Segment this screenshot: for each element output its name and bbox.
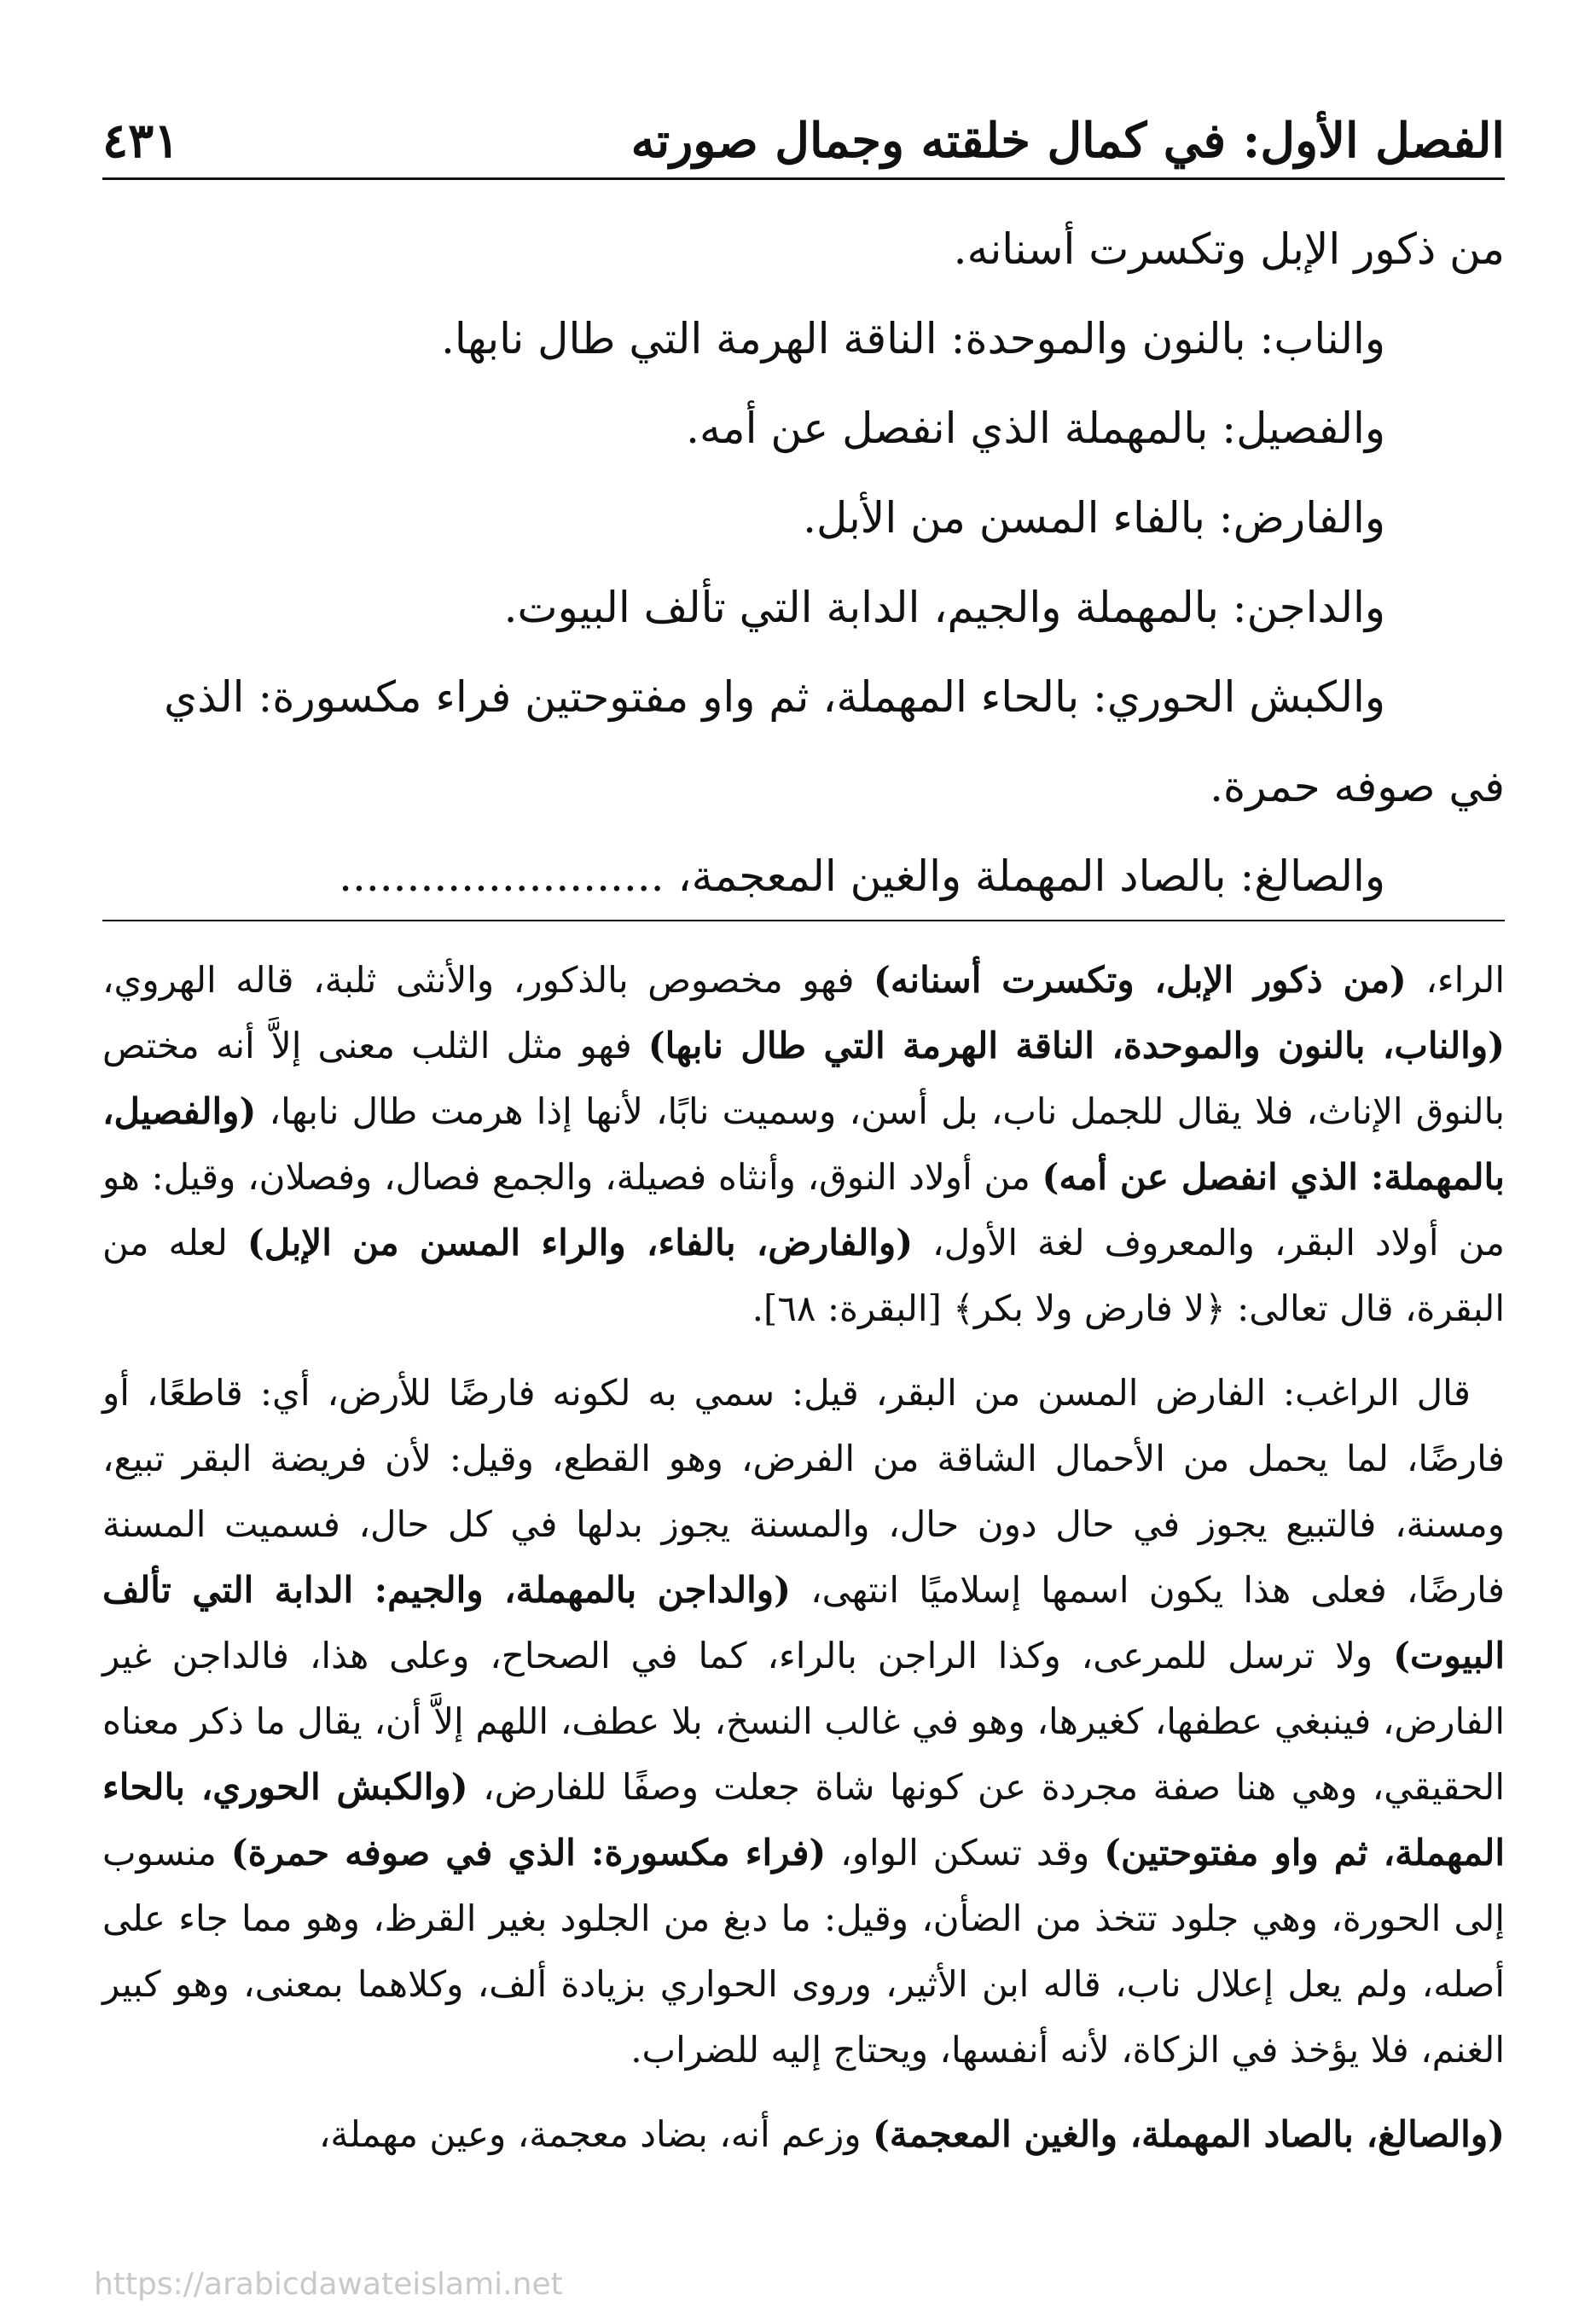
commentary xyxy=(102,947,1505,2186)
quoted-matn: (والفصيل، بالمهملة: الذي انفصل عن أمه) xyxy=(102,1090,1505,1198)
commentary-text: ولا ترسل للمرعى، وكذا الراجن بالراء، كما في الصحاح، وعلى هذا، فالداجن غير الفارض، فينبغي عطفها، كغيرها، وهو في غالب النسخ، بلا عطف، اللهم إلاَّ أن، يقال ما ذكر معناه الحقيقي، وهي هنا صفة مجردة عن كونها شاة جعلت وصفًا للفارض، xyxy=(102,1635,1505,1808)
commentary-text: لعله من البقرة، قال تعالى: ﴿لا فارض ولا بكر﴾ [البقرة: ٦٨]. xyxy=(102,1222,1505,1329)
quoted-matn: (من ذكور الإبل، وتكسرت أسنانه) xyxy=(874,959,1407,1001)
commentary-paragraph xyxy=(102,947,1505,1341)
quoted-matn: (والصالغ، بالصاد المهملة، والغين المعجمة) xyxy=(872,2113,1505,2155)
quoted-matn: (والفارض، بالفاء، والراء المسن من الإبل) xyxy=(247,1222,914,1264)
main-line: والكبش الحوري: بالحاء المهملة، ثم واو مفتوحتين فراء مكسورة: الذي في صوفه حمرة. xyxy=(164,672,1505,811)
commentary-text: وقد تسكن الواو، xyxy=(826,1832,1105,1874)
commentary-text: فهو مخصوص بالذكور، والأنثى ثلبة، قاله الهروي، xyxy=(102,959,874,1001)
commentary-text: وزعم أنه، بضاد معجمة، وعين مهملة، xyxy=(318,2113,873,2155)
quoted-matn: (والكبش الحوري، بالحاء المهملة، ثم واو مفتوحتين) xyxy=(102,1766,1505,1874)
ellipsis-dots: ........................ xyxy=(339,851,665,901)
main-line-text: والصالغ: بالصاد المهملة والغين المعجمة، xyxy=(677,851,1385,901)
header-rule xyxy=(102,177,1505,180)
quoted-matn: (فراء مكسورة: الذي في صوفه حمرة) xyxy=(230,1832,827,1874)
book-page xyxy=(102,0,1505,2324)
running-header xyxy=(102,92,1505,169)
watermark-url: https://arabicdawateislami.net xyxy=(94,2267,563,2302)
main-line: والداجن: بالمهملة والجيم، الدابة التي تألف البيوت. xyxy=(503,583,1385,632)
commentary-text: الراء، xyxy=(1406,959,1505,1001)
main-text xyxy=(102,205,1505,921)
chapter-title: الفصل الأول: في كمال خلقته وجمال صورته xyxy=(630,113,1505,169)
commentary-text: فهو مثل الثلب معنى إلاَّ أنه مختص بالنوق الإناث، فلا يقال للجمل ناب، بل أسن، وسميت نابًا، لأنها إذا هرمت طال نابها، xyxy=(102,1025,1505,1132)
main-line: والفصيل: بالمهملة الذي انفصل عن أمه. xyxy=(686,404,1385,453)
commentary-paragraph xyxy=(102,2101,1505,2167)
footnote-rule xyxy=(102,920,1505,921)
commentary-text: منسوب إلى الحورة، وهي جلود تتخذ من الضأن، وقيل: ما دبغ من الجلود بغير القرظ، وهو مما جاء على أصله، ولم يعل إعلال ناب، قاله ابن الأثير، وروى الحواري بزيادة ألف، وكلاهما بمعنى، وهو كبير الغنم، فلا يؤخذ في الزكاة، لأنه أنفسها، ويحتاج إليه للضراب. xyxy=(102,1832,1505,2071)
quoted-matn: (والناب، بالنون والموحدة، الناقة الهرمة التي طال نابها) xyxy=(647,1025,1505,1066)
main-line: من ذكور الإبل وتكسرت أسنانه. xyxy=(953,224,1505,274)
main-line: والفارض: بالفاء المسن من الأبل. xyxy=(803,493,1385,543)
main-line: والناب: بالنون والموحدة: الناقة الهرمة التي طال نابها. xyxy=(441,314,1385,363)
main-line-last xyxy=(102,832,1505,921)
commentary-text: من أولاد النوق، وأنثاه فصيلة، والجمع فصال، وفصلان، وقيل: هو من أولاد البقر، والمعروف لغة الأول، xyxy=(102,1156,1505,1264)
page-number: ٤٣١ xyxy=(102,113,180,169)
commentary-text: قال الراغب: الفارض المسن من البقر، قيل: سمي به لكونه فارضًا للأرض، أي: قاطعًا، أو فارضًا، لما يحمل من الأحمال الشاقة من الفرض، وهو القطع، وقيل: لأن فريضة البقر تبيع، ومسنة، فالتبيع يجوز في حال دون حال، والمسنة يجوز بدلها في كل حال، فسميت المسنة فارضًا، فعلى هذا يكون اسمها إسلاميًا انتهى، xyxy=(102,1372,1505,1611)
quoted-matn: (والداجن بالمهملة، والجيم: الدابة التي تألف البيوت) xyxy=(102,1569,1505,1676)
commentary-paragraph xyxy=(102,1360,1505,2083)
